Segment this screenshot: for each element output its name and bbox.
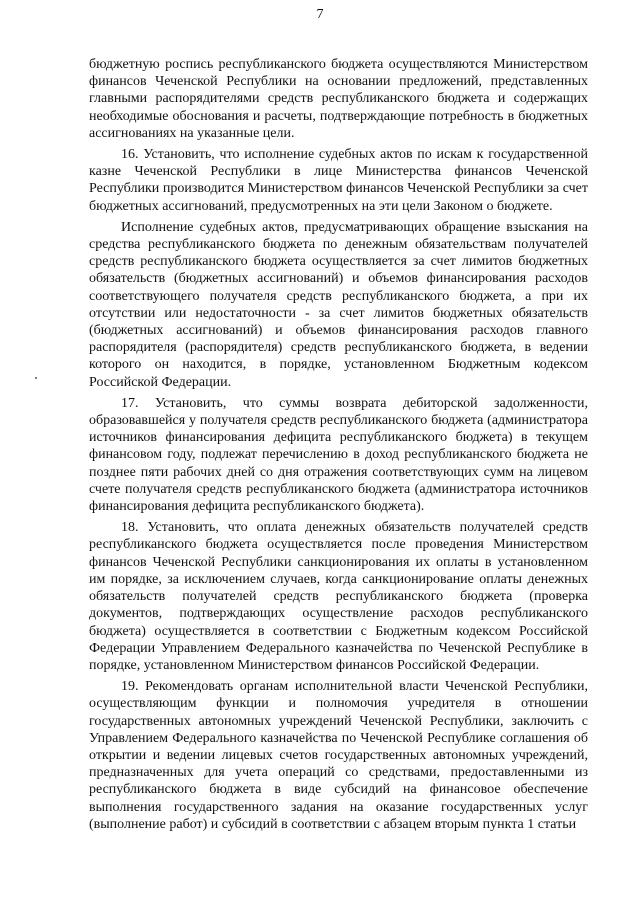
page-number: 7	[316, 7, 324, 22]
paragraph-17: 17. Установить, что суммы возврата дебиторской задолженности, образовавшейся у получателя средств республиканского бюджета (администратора источников финансирования дефицита республиканского бюджета) в текущем финансовом году, подлежат перечислению в доход республиканского бюджета не позднее пяти рабочих дней со дня отражения соответствующих сумм на лицевом счете получателя средств республиканского бюджета (администратора источников финансирования дефицита республиканского бюджета).	[89, 395, 588, 515]
paragraph-19: 19. Рекомендовать органам исполнительной власти Чеченской Республики, осуществляющим функции и полномочия учредителя в отношении государственных автономных учреждений Чеченской Республики, заключить с Управлением Федерального казначейства по Чеченской Республике соглашения об открытии и ведении лицевых счетов государственных автономных учреждений, предназначенных для учета операций со средствами, предоставленными из республиканского бюджета в виде субсидий на финансовое обеспечение выполнения государственного задания на оказание государственных услуг (выполнение работ) и субсидий в соответствии с абзацем вторым пункта 1 статьи	[89, 679, 588, 832]
document-body	[89, 56, 588, 833]
scan-speck	[35, 377, 37, 379]
paragraph-16: 16. Установить, что исполнение судебных актов по искам к государственной казне Чеченской Республики в лице Министерства финансов Чеченской Республики производится Министерством финансов Чеченской Республики за счет бюджетных ассигнований, предусмотренных на эти цели Законом о бюджете.	[89, 147, 588, 214]
paragraph-16-court-execution: Исполнение судебных актов, предусматривающих обращение взыскания на средства республиканского бюджета по денежным обязательствам получателей средств республиканского бюджета осуществляется за счет лимитов бюджетных обязательств (бюджетных ассигнований) и объемов финансирования расходов соответствующего получателя средств республиканского бюджета, а при их отсутствии или недостаточности - за счет лимитов бюджетных обязательств (бюджетных ассигнований) и объемов финансирования расходов главного распорядителя (распорядителя) средств республиканского бюджета, в ведении которого он находится, в порядке, установленном Бюджетным кодексом Российской Федерации.	[89, 219, 588, 390]
paragraph-continuation: бюджетную роспись республиканского бюджета осуществляются Министерством финансов Чеченской Республики на основании предложений, представленных главными распорядителями средств республиканского бюджета и содержащих необходимые обоснования и расчеты, подтверждающие потребность в бюджетных ассигнованиях на указанные цели.	[89, 57, 588, 141]
paragraph-18: 18. Установить, что оплата денежных обязательств получателей средств республиканского бюджета осуществляется после проведения Министерством финансов Чеченской Республики санкционирования их оплаты в установленном им порядке, за исключением случаев, когда санкционирование оплаты денежных обязательств получателей средств республиканского бюджета (проверка документов, подтверждающих осуществление расходов республиканского бюджета) осуществляется в соответствии с Бюджетным кодексом Российской Федерации Управлением Федерального казначейства по Чеченской Республике в порядке, установленном Министерством финансов Российской Федерации.	[89, 520, 588, 673]
